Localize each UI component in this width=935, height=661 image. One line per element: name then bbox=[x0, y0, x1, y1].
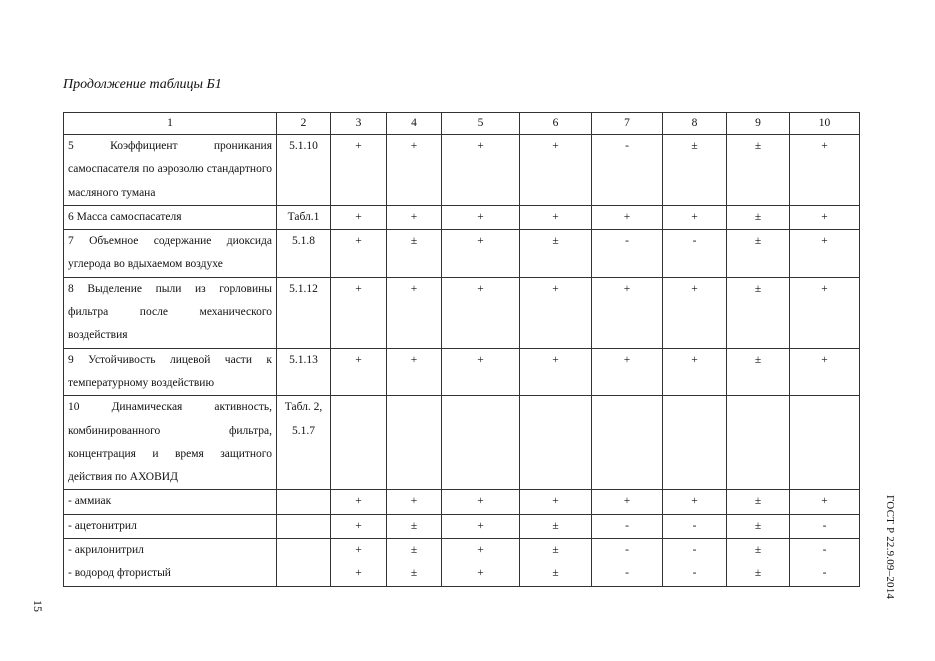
row-value: + bbox=[663, 490, 727, 514]
row-value: - bbox=[663, 562, 727, 586]
table-row bbox=[64, 348, 860, 396]
table-row bbox=[64, 205, 860, 229]
header-cell: 3 bbox=[331, 113, 387, 135]
row-name: - аммиак bbox=[64, 490, 277, 514]
row-value: + bbox=[331, 562, 387, 586]
row-value: + bbox=[442, 562, 520, 586]
row-value bbox=[790, 396, 860, 490]
row-reference: Табл. 2, 5.1.7 bbox=[277, 396, 331, 490]
table-row bbox=[64, 490, 860, 514]
row-value: + bbox=[387, 277, 442, 348]
header-cell: 2 bbox=[277, 113, 331, 135]
row-value bbox=[592, 396, 663, 490]
row-value: + bbox=[331, 539, 387, 563]
header-cell: 9 bbox=[727, 113, 790, 135]
document-title: ГОСТ Р 22.9.09–2014 bbox=[884, 495, 896, 600]
row-value: + bbox=[520, 135, 592, 206]
row-value: + bbox=[331, 348, 387, 396]
row-reference bbox=[277, 539, 331, 563]
row-value: ± bbox=[387, 539, 442, 563]
row-value: + bbox=[331, 277, 387, 348]
row-value: ± bbox=[387, 230, 442, 278]
row-reference: 5.1.12 bbox=[277, 277, 331, 348]
row-value: ± bbox=[727, 490, 790, 514]
row-value: + bbox=[592, 277, 663, 348]
row-value: + bbox=[331, 205, 387, 229]
row-value: - bbox=[663, 514, 727, 538]
row-value: + bbox=[331, 490, 387, 514]
row-value bbox=[520, 396, 592, 490]
row-value bbox=[727, 396, 790, 490]
row-name: - ацетонитрил bbox=[64, 514, 277, 538]
row-value bbox=[331, 396, 387, 490]
page-number: 15 bbox=[31, 600, 45, 612]
row-name: 10 Динамическая активность, комбинированного фильтра, концентрация и время защитного действия по АХОВИД bbox=[64, 396, 277, 490]
header-row bbox=[64, 113, 860, 135]
row-reference: 5.1.13 bbox=[277, 348, 331, 396]
row-name: 7 Объемное содержание диоксида углерода во вдыхаемом воздухе bbox=[64, 230, 277, 278]
row-value: + bbox=[790, 490, 860, 514]
row-name: 5 Коэффициент проникания самоспасателя по аэрозолю стандартного масляного тумана bbox=[64, 135, 277, 206]
row-value: + bbox=[790, 348, 860, 396]
row-value: - bbox=[592, 514, 663, 538]
row-value: + bbox=[790, 205, 860, 229]
row-value: + bbox=[442, 277, 520, 348]
row-value: + bbox=[592, 205, 663, 229]
row-value: ± bbox=[727, 562, 790, 586]
row-value: + bbox=[790, 230, 860, 278]
row-value: + bbox=[387, 348, 442, 396]
row-value: + bbox=[442, 135, 520, 206]
table-row bbox=[64, 539, 860, 563]
row-value: + bbox=[592, 490, 663, 514]
row-value: ± bbox=[663, 135, 727, 206]
row-value: + bbox=[387, 135, 442, 206]
row-reference: 5.1.10 bbox=[277, 135, 331, 206]
row-value: - bbox=[592, 539, 663, 563]
row-reference bbox=[277, 562, 331, 586]
row-value: ± bbox=[387, 562, 442, 586]
row-value: ± bbox=[727, 230, 790, 278]
row-value: ± bbox=[727, 277, 790, 348]
row-value: ± bbox=[520, 230, 592, 278]
table-caption: Продолжение таблицы Б1 bbox=[63, 77, 222, 92]
row-value: - bbox=[592, 135, 663, 206]
row-reference: 5.1.8 bbox=[277, 230, 331, 278]
row-value: + bbox=[442, 539, 520, 563]
row-value bbox=[442, 396, 520, 490]
row-value: - bbox=[790, 539, 860, 563]
row-value: - bbox=[663, 539, 727, 563]
table-row bbox=[64, 396, 860, 490]
header-cell: 1 bbox=[64, 113, 277, 135]
row-value: ± bbox=[727, 348, 790, 396]
header-cell: 8 bbox=[663, 113, 727, 135]
header-cell: 5 bbox=[442, 113, 520, 135]
row-value: + bbox=[520, 490, 592, 514]
row-value: ± bbox=[520, 539, 592, 563]
row-reference bbox=[277, 490, 331, 514]
row-value: ± bbox=[727, 135, 790, 206]
row-value: - bbox=[592, 230, 663, 278]
row-value: - bbox=[790, 562, 860, 586]
row-name: - акрилонитрил bbox=[64, 539, 277, 563]
row-value: + bbox=[387, 205, 442, 229]
header-cell: 4 bbox=[387, 113, 442, 135]
row-value: ± bbox=[727, 539, 790, 563]
row-reference bbox=[277, 514, 331, 538]
row-value: + bbox=[442, 490, 520, 514]
row-value: + bbox=[331, 514, 387, 538]
row-name: 6 Масса самоспасателя bbox=[64, 205, 277, 229]
row-value: + bbox=[790, 135, 860, 206]
row-value: - bbox=[592, 562, 663, 586]
row-value bbox=[387, 396, 442, 490]
header-cell: 6 bbox=[520, 113, 592, 135]
row-value: + bbox=[331, 230, 387, 278]
row-value: + bbox=[442, 205, 520, 229]
row-reference: Табл.1 bbox=[277, 205, 331, 229]
table-row bbox=[64, 230, 860, 278]
table-row bbox=[64, 135, 860, 206]
table-row bbox=[64, 277, 860, 348]
row-value bbox=[663, 396, 727, 490]
row-value: ± bbox=[387, 514, 442, 538]
table-row bbox=[64, 514, 860, 538]
row-value: - bbox=[663, 230, 727, 278]
row-value: + bbox=[663, 205, 727, 229]
row-value: - bbox=[790, 514, 860, 538]
table-row bbox=[64, 562, 860, 586]
row-value: + bbox=[442, 348, 520, 396]
row-name: 8 Выделение пыли из горловины фильтра после механического воздействия bbox=[64, 277, 277, 348]
row-value: + bbox=[663, 348, 727, 396]
row-value: + bbox=[592, 348, 663, 396]
continuation-table bbox=[63, 112, 860, 587]
row-value: ± bbox=[727, 514, 790, 538]
row-value: + bbox=[442, 514, 520, 538]
header-cell: 7 bbox=[592, 113, 663, 135]
row-value: ± bbox=[520, 514, 592, 538]
row-value: + bbox=[790, 277, 860, 348]
row-value: + bbox=[442, 230, 520, 278]
row-name: 9 Устойчивость лицевой части к температурному воздействию bbox=[64, 348, 277, 396]
row-value: ± bbox=[727, 205, 790, 229]
row-value: + bbox=[520, 205, 592, 229]
row-value: ± bbox=[520, 562, 592, 586]
row-value: + bbox=[331, 135, 387, 206]
row-value: + bbox=[387, 490, 442, 514]
row-value: + bbox=[663, 277, 727, 348]
row-value: + bbox=[520, 277, 592, 348]
row-name: - водород фтористый bbox=[64, 562, 277, 586]
header-cell: 10 bbox=[790, 113, 860, 135]
row-value: + bbox=[520, 348, 592, 396]
